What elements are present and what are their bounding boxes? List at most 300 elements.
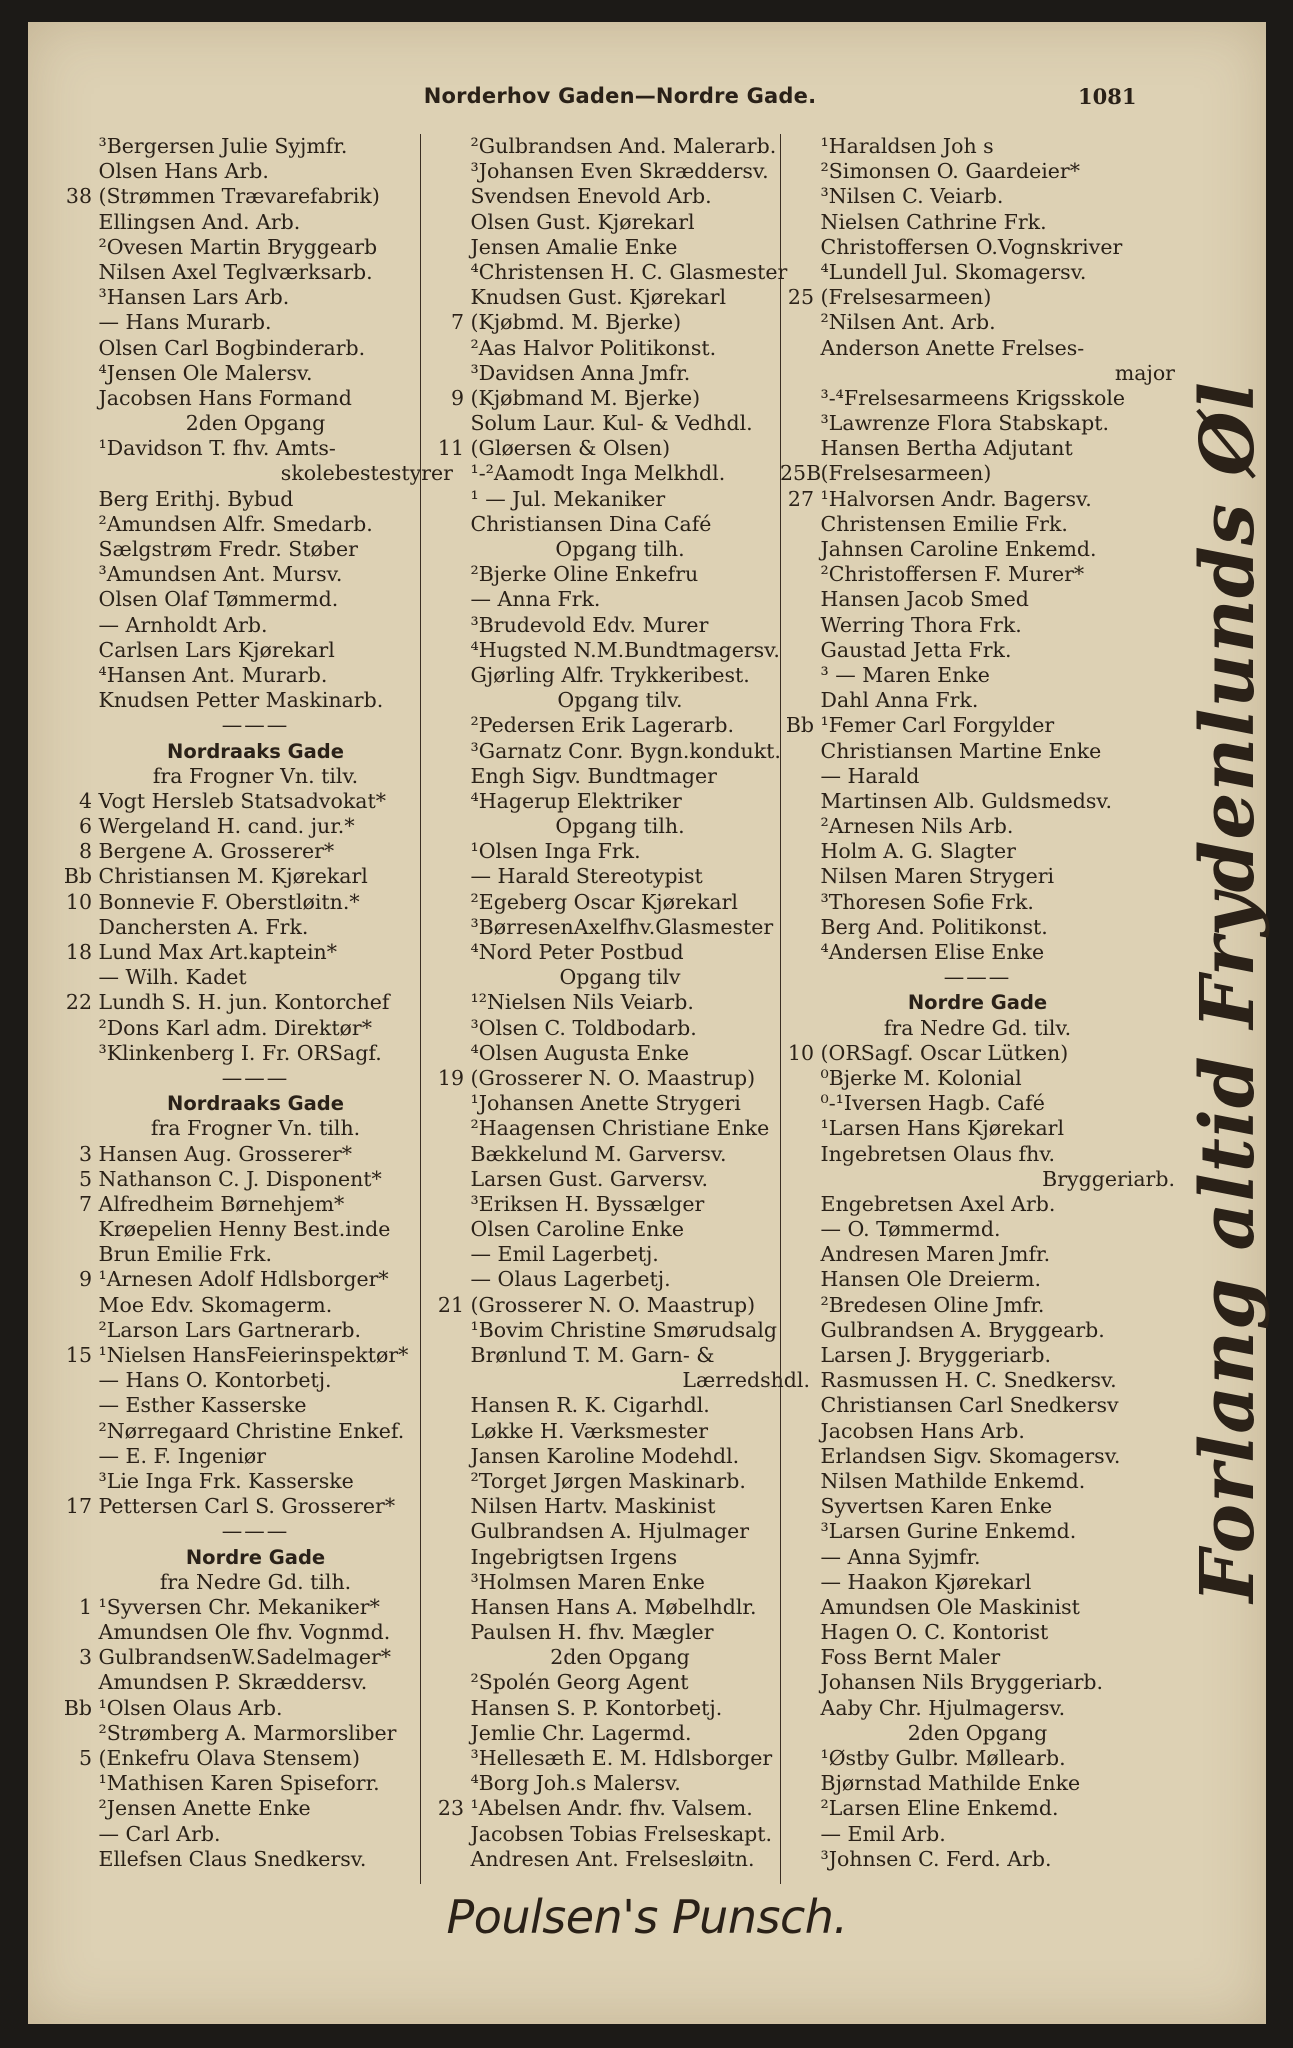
entry-text: — Haakon Kjørekarl [814, 1569, 1032, 1594]
entry-text: Nilsen Mathilde Enkemd. [814, 1468, 1086, 1493]
entry-text: (Grosserer N. O. Maastrup) [464, 1292, 756, 1317]
entry-text: ¹²Nielsen Nils Veiarb. [464, 990, 694, 1015]
directory-entry [780, 1217, 1175, 1242]
entry-text: Svendsen Enevold Arb. [464, 184, 712, 209]
entry-text: Bækkelund M. Garversv. [464, 1141, 727, 1166]
directory-entry [780, 663, 1175, 688]
entry-text: Johansen Nils Bryggeriarb. [814, 1670, 1104, 1695]
entry-text: ³Davidsen Anna Jmfr. [464, 360, 691, 385]
directory-entry [780, 1670, 1175, 1695]
entry-text: ²Aas Halvor Politikonst. [464, 335, 717, 360]
column-3 [780, 134, 1175, 1872]
directory-entry [430, 1796, 810, 1821]
directory-entry [58, 1393, 453, 1418]
entry-text: Nilsen Hartv. Maskinist [464, 1494, 716, 1519]
entry-text: — Hans O. Kontorbetj. [92, 1368, 332, 1393]
house-number: 23 [437, 1796, 464, 1821]
street-heading: Nordre Gade [185, 1545, 326, 1569]
bottom-advertisement: Poulsen's Punsch. [446, 1890, 848, 1944]
directory-entry [430, 663, 810, 688]
entry-text: Hansen Bertha Adjutant [814, 436, 1073, 461]
directory-entry [430, 285, 810, 310]
directory-entry [430, 461, 810, 486]
entry-text: Dahl Anna Frk. [814, 688, 979, 713]
entry-text: Hansen Jacob Smed [814, 587, 1029, 612]
entry-text: ³Hellesæth E. M. Hdlsborger [464, 1746, 773, 1770]
directory-entry [430, 562, 810, 587]
directory-entry [430, 1167, 810, 1192]
directory-entry [58, 1293, 453, 1318]
entry-text: Anderson Anette Frelses- [814, 335, 1085, 360]
entry-text: Foss Bernt Maler [814, 1645, 1001, 1670]
directory-entry [58, 1167, 453, 1192]
entry-text: Christiansen Carl Snedkersv [814, 1393, 1119, 1418]
entry-text: Jacobsen Hans Formand [92, 385, 352, 410]
entry-text: ³Lie Inga Frk. Kasserske [92, 1468, 354, 1493]
directory-entry [58, 134, 453, 159]
directory-entry [430, 839, 810, 864]
entry-text: ³Klinkenberg I. Fr. ORSagf. [92, 1040, 382, 1065]
house-number: 4 [78, 788, 92, 813]
directory-entry [58, 411, 453, 436]
entry-text: Ingebrigtsen Irgens [464, 1544, 678, 1569]
entry-text: Jacobsen Tobias Frelseskapt. [464, 1821, 773, 1846]
entry-text: ⁴Hagerup Elektriker [464, 788, 682, 813]
entry-text: Knudsen Gust. Kjørekarl [464, 285, 727, 310]
directory-entry [430, 1091, 810, 1116]
side-advertisement [1168, 381, 1288, 1603]
entry-text: ⁴Nord Peter Postbud [464, 940, 684, 964]
entry-text: Christensen Emilie Frk. [814, 511, 1068, 536]
entry-text: Wergeland H. cand. jur.* [92, 814, 355, 839]
directory-entry [430, 587, 810, 612]
entry-text: (Strømmen Trævarefabrik) [92, 184, 380, 209]
entry-text: Amundsen Ole fhv. Vognmd. [92, 1620, 391, 1645]
directory-entry [430, 235, 810, 260]
directory-entry [780, 814, 1175, 839]
directory-entry [780, 1746, 1175, 1771]
entry-text: Bryggeriarb. [1042, 1166, 1175, 1191]
entry-text: ³Olsen C. Toldbodarb. [464, 1015, 697, 1040]
directory-entry [58, 814, 453, 839]
entry-text: Olsen Olaf Tømmermd. [92, 587, 339, 612]
entry-text: (Grosserer N. O. Maastrup) [464, 1065, 756, 1090]
entry-text: ³Eriksen H. Byssælger [464, 1191, 705, 1216]
entry-text: Rasmussen H. C. Snedkersv. [814, 1368, 1117, 1393]
directory-entry [58, 1217, 453, 1242]
directory-entry [430, 1494, 810, 1519]
entry-text: Carlsen Lars Kjørekarl [92, 637, 335, 662]
directory-entry [430, 1419, 810, 1444]
entry-text: Martinsen Alb. Guldsmedsv. [814, 788, 1113, 813]
entry-text: Bonnevie F. Oberstløitn.* [92, 889, 360, 914]
directory-entry [780, 965, 1175, 990]
column-2 [430, 134, 810, 1872]
directory-entry [780, 1242, 1175, 1267]
entry-text: Jansen Karoline Modehdl. [464, 1443, 740, 1468]
directory-entry [58, 1620, 453, 1645]
directory-entry [58, 1494, 453, 1519]
entry-text: Vogt Hersleb Statsadvokat* [92, 788, 386, 813]
directory-entry [430, 1670, 810, 1695]
entry-text: ——— [221, 1065, 290, 1090]
entry-text: Hansen Aug. Grosserer* [92, 1141, 353, 1166]
entry-text: Brun Emilie Frk. [92, 1242, 272, 1267]
entry-text: ²Nilsen Ant. Arb. [814, 310, 996, 335]
entry-text: (Enkefru Olava Stensem) [92, 1746, 360, 1770]
directory-entry [780, 1519, 1175, 1544]
directory-entry [430, 1393, 810, 1418]
entry-text: Hansen Ole Dreierm. [814, 1267, 1042, 1292]
directory-entry [58, 1242, 453, 1267]
directory-entry [58, 638, 453, 663]
entry-text: fra Frogner Vn. tilv. [152, 763, 359, 788]
entry-text: ²Nørregaard Christine Enkef. [92, 1418, 405, 1443]
entry-text: ²Pedersen Erik Lagerarb. [464, 713, 734, 738]
entry-text: Alfredheim Børnehjem* [92, 1191, 345, 1216]
directory-entry [780, 1771, 1175, 1796]
directory-entry [780, 159, 1175, 184]
directory-entry [780, 764, 1175, 789]
entry-text: — Anna Syjmfr. [814, 1544, 981, 1569]
entry-text: Ellefsen Claus Snedkersv. [92, 1846, 367, 1871]
directory-entry [430, 537, 810, 562]
entry-text: ¹Halvorsen Andr. Bagersv. [814, 486, 1092, 511]
entry-text: 2den Opgang [550, 1645, 690, 1670]
directory-entry [780, 1570, 1175, 1595]
directory-entry [430, 411, 810, 436]
directory-entry [780, 638, 1175, 663]
entry-text: Werring Thora Frk. [814, 612, 1022, 637]
directory-entry [780, 940, 1175, 965]
column-1 [58, 134, 453, 1872]
entry-text: Engebretsen Axel Arb. [814, 1191, 1056, 1216]
directory-entry [58, 1822, 453, 1847]
entry-text: Nathanson C. J. Disponent* [92, 1166, 382, 1191]
entry-text: (Frelsesarmeen) [814, 285, 992, 310]
directory-entry [780, 361, 1175, 386]
house-number: 22 [65, 990, 92, 1015]
entry-text: ³Garnatz Conr. Bygn.kondukt. [464, 738, 781, 763]
entry-text: Paulsen H. fhv. Mægler [464, 1620, 714, 1645]
directory-entry [58, 1847, 453, 1872]
entry-text: ¹ — Jul. Mekaniker [464, 486, 666, 511]
entry-text: — Harald Stereotypist [464, 864, 703, 889]
directory-entry [780, 587, 1175, 612]
entry-text: — Harald [814, 763, 920, 788]
entry-text: Holm A. G. Slagter [814, 839, 1016, 864]
entry-text: Gulbrandsen A. Bryggearb. [814, 1317, 1105, 1342]
directory-entry [58, 864, 453, 889]
directory-entry [780, 1293, 1175, 1318]
entry-text: ³Johnsen C. Ferd. Arb. [814, 1846, 1052, 1871]
entry-text: ¹Arnesen Adolf Hdlsborger* [92, 1267, 389, 1292]
directory-entry [430, 638, 810, 663]
directory-entry [780, 1318, 1175, 1343]
directory-entry [780, 562, 1175, 587]
directory-entry [58, 839, 453, 864]
entry-text: — E. F. Ingeniør [92, 1443, 267, 1468]
directory-entry [780, 789, 1175, 814]
directory-entry [780, 537, 1175, 562]
directory-entry [780, 839, 1175, 864]
house-number: 38 [65, 184, 92, 209]
entry-text: Ellingsen And. Arb. [92, 209, 301, 234]
house-number: 19 [437, 1065, 464, 1090]
directory-entry [58, 361, 453, 386]
entry-text: Christiansen Martine Enke [814, 738, 1102, 763]
house-number: 17 [65, 1494, 92, 1519]
entry-text: ⁴Jensen Ole Malersv. [92, 360, 313, 385]
house-number: 5 [78, 1166, 92, 1191]
entry-text: Jemlie Chr. Lagermd. [464, 1720, 692, 1745]
directory-entry [58, 688, 453, 713]
house-number: 15 [65, 1343, 92, 1367]
entry-text: Berg Erithj. Bybud [92, 486, 294, 511]
entry-text: Christoffersen O.Vognskriver [814, 234, 1123, 259]
entry-text: ³Holmsen Maren Enke [464, 1569, 705, 1594]
entry-text: ²Spolén Georg Agent [464, 1670, 689, 1695]
directory-entry [430, 1570, 810, 1595]
entry-text: ³ — Maren Enke [814, 662, 990, 687]
directory-entry [58, 789, 453, 814]
entry-text: — O. Tømmermd. [814, 1217, 1001, 1242]
entry-text: Larsen Gust. Garversv. [464, 1166, 708, 1191]
directory-entry [430, 713, 810, 738]
directory-entry [430, 1066, 810, 1091]
entry-text: — Esther Kasserske [92, 1393, 307, 1418]
directory-entry [58, 915, 453, 940]
directory-entry [58, 739, 453, 764]
directory-entry [430, 1696, 810, 1721]
entry-text: Nilsen Maren Strygeri [814, 864, 1055, 889]
entry-text: ²Haagensen Christiane Enke [464, 1116, 770, 1141]
entry-text: Christiansen Dina Café [464, 511, 712, 536]
directory-entry [780, 890, 1175, 915]
directory-entry [58, 1595, 453, 1620]
entry-text: ¹Olsen Olaus Arb. [92, 1695, 283, 1720]
directory-entry [58, 562, 453, 587]
street-heading: Nordre Gade [907, 991, 1048, 1015]
entry-text: Berg And. Politikonst. [814, 914, 1048, 939]
entry-text: Lund Max Art.kaptein* [92, 940, 337, 964]
house-number: 7 [78, 1191, 92, 1216]
entry-text: GulbrandsenW.Sadelmager* [92, 1645, 392, 1670]
directory-entry [58, 663, 453, 688]
entry-text: 2den Opgang [185, 411, 326, 436]
entry-text: ²Ovesen Martin Bryggearb [92, 234, 378, 259]
entry-text: ³Larsen Gurine Enkemd. [814, 1519, 1077, 1544]
directory-entry [780, 1847, 1175, 1872]
house-number: 9 [450, 385, 464, 410]
entry-text: ³-⁴Frelsesarmeens Krigsskole [814, 385, 1126, 410]
entry-text: ³Hansen Lars Arb. [92, 285, 290, 310]
directory-entry [430, 1645, 810, 1670]
directory-entry [58, 1721, 453, 1746]
directory-entry [780, 1469, 1175, 1494]
entry-text: ——— [221, 713, 290, 738]
entry-text: Gjørling Alfr. Trykkeribest. [464, 662, 750, 687]
house-number: 27 [787, 486, 814, 511]
page-number: 1081 [1078, 84, 1137, 109]
directory-entry [780, 1696, 1175, 1721]
directory-entry [58, 1091, 453, 1116]
directory-entry [780, 739, 1175, 764]
directory-entry [780, 1620, 1175, 1645]
entry-text: Amundsen Ole Maskinist [814, 1594, 1080, 1619]
entry-text: Jahnsen Caroline Enkemd. [814, 537, 1097, 561]
directory-entry [780, 184, 1175, 209]
house-number: 25B [780, 461, 822, 486]
entry-text: Engh Sigv. Bundtmager [464, 763, 717, 788]
directory-entry [58, 285, 453, 310]
directory-entry [430, 1620, 810, 1645]
directory-entry [430, 1444, 810, 1469]
house-number: 7 [450, 310, 464, 335]
entry-text: Opgang tilv. [557, 688, 683, 713]
entry-text: — Arnholdt Arb. [92, 612, 268, 637]
entry-text: ²Strømberg A. Marmorsliber [92, 1720, 397, 1745]
entry-text: Amundsen P. Skræddersv. [92, 1670, 368, 1695]
entry-text: Christiansen M. Kjørekarl [92, 864, 368, 889]
entry-text: fra Nedre Gd. tilh. [159, 1569, 352, 1594]
entry-text: ⁴Andersen Elise Enke [814, 940, 1045, 964]
directory-entry [58, 1016, 453, 1041]
entry-text: — Olaus Lagerbetj. [464, 1267, 671, 1292]
directory-entry [780, 411, 1175, 436]
directory-entry [430, 739, 810, 764]
entry-text: ——— [221, 1519, 290, 1544]
street-heading: Nordraaks Gade [167, 1092, 344, 1116]
entry-text: (Kjøbmd. M. Bjerke) [464, 310, 682, 335]
directory-entry [58, 965, 453, 990]
directory-entry [58, 1192, 453, 1217]
directory-entry [58, 159, 453, 184]
directory-entry [430, 1595, 810, 1620]
directory-entry [430, 336, 810, 361]
house-number: 5 [78, 1746, 92, 1770]
directory-entry [780, 461, 1175, 486]
directory-entry [58, 1645, 453, 1670]
directory-entry [430, 512, 810, 537]
entry-text: Danchersten A. Frk. [92, 914, 309, 939]
house-number: 10 [787, 1040, 814, 1065]
house-number: 8 [78, 839, 92, 864]
entry-text: Jacobsen Hans Arb. [814, 1418, 1025, 1443]
entry-text: ³BørresenAxelfhv.Glasmester [464, 914, 774, 939]
directory-entry [58, 1670, 453, 1695]
entry-text: 2den Opgang [907, 1720, 1048, 1745]
entry-text: ²Dons Karl adm. Direktør* [92, 1015, 372, 1040]
directory-entry [430, 260, 810, 285]
entry-text: fra Nedre Gd. tilv. [883, 1015, 1072, 1040]
entry-text: ²Egeberg Oscar Kjørekarl [464, 889, 738, 914]
directory-entry [430, 864, 810, 889]
directory-entry [58, 1142, 453, 1167]
directory-entry [58, 587, 453, 612]
entry-text: ³Amundsen Ant. Mursv. [92, 562, 343, 587]
directory-entry [58, 436, 453, 461]
directory-entry [780, 386, 1175, 411]
directory-page [28, 22, 1271, 2024]
entry-text: ¹Femer Carl Forgylder [814, 713, 1055, 738]
directory-entry [58, 1041, 453, 1066]
directory-entry [430, 915, 810, 940]
directory-entry [430, 436, 810, 461]
page-title: Norderhov Gaden—Nordre Gade. [423, 84, 817, 108]
directory-entry [430, 310, 810, 335]
entry-text: Syvertsen Karen Enke [814, 1494, 1053, 1519]
directory-entry [430, 688, 810, 713]
directory-entry [780, 487, 1175, 512]
entry-text: ⁴Olsen Augusta Enke [464, 1040, 690, 1065]
directory-entry [780, 1016, 1175, 1041]
directory-entry [430, 487, 810, 512]
entry-text: Hansen R. K. Cigarhdl. [464, 1393, 710, 1418]
entry-text: Pettersen Carl S. Grosserer* [92, 1494, 396, 1519]
directory-entry [430, 386, 810, 411]
directory-entry [780, 1066, 1175, 1091]
street-heading: Nordraaks Gade [167, 739, 344, 763]
directory-entry [780, 1393, 1175, 1418]
entry-text: ¹Mathisen Karen Spiseforr. [92, 1771, 380, 1796]
house-number: 11 [437, 436, 464, 461]
entry-text: ⁰-¹Iversen Hagb. Café [814, 1091, 1045, 1116]
directory-entry [58, 713, 453, 738]
entry-text: Nilsen Axel Teglværksarb. [92, 259, 373, 284]
directory-entry [58, 336, 453, 361]
directory-entry [430, 184, 810, 209]
directory-entry [430, 789, 810, 814]
entry-text: ³Brudevold Edv. Murer [464, 612, 709, 637]
entry-text: ——— [943, 965, 1012, 990]
entry-text: — Emil Lagerbetj. [464, 1242, 659, 1267]
entry-text: Opgang tilh. [555, 814, 685, 839]
directory-entry [430, 1822, 810, 1847]
entry-text: ²Jensen Anette Enke [92, 1796, 311, 1821]
entry-text: ⁴Borg Joh.s Malersv. [464, 1771, 681, 1796]
directory-entry [58, 1545, 453, 1570]
directory-entry [780, 285, 1175, 310]
house-number: Bb [63, 1695, 92, 1720]
entry-text: ⁴Hansen Ant. Murarb. [92, 662, 328, 687]
house-number: 18 [65, 940, 92, 964]
directory-entry [58, 890, 453, 915]
directory-entry [780, 688, 1175, 713]
entry-text: ²Larson Lars Gartnerarb. [92, 1317, 362, 1342]
directory-entry [58, 1318, 453, 1343]
entry-text: ³Johansen Even Skræddersv. [464, 159, 769, 184]
directory-entry [58, 1267, 453, 1292]
entry-text: Knudsen Petter Maskinarb. [92, 688, 384, 713]
directory-entry [58, 310, 453, 335]
house-number: 1 [78, 1594, 92, 1619]
entry-text: (Frelsesarmeen) [814, 461, 992, 486]
directory-entry [58, 764, 453, 789]
entry-text: Lundh S. H. jun. Kontorchef [92, 990, 390, 1015]
entry-text: — Wilh. Kadet [92, 965, 247, 990]
directory-entry [58, 1066, 453, 1091]
directory-entry [58, 1746, 453, 1771]
entry-text: ¹Syversen Chr. Mekaniker* [92, 1594, 380, 1619]
directory-entry [780, 1595, 1175, 1620]
directory-entry [430, 1343, 810, 1368]
entry-text: ⁰Bjerke M. Kolonial [814, 1065, 1022, 1090]
directory-entry [780, 310, 1175, 335]
directory-entry [430, 1519, 810, 1544]
directory-entry [58, 235, 453, 260]
directory-entry [780, 1192, 1175, 1217]
